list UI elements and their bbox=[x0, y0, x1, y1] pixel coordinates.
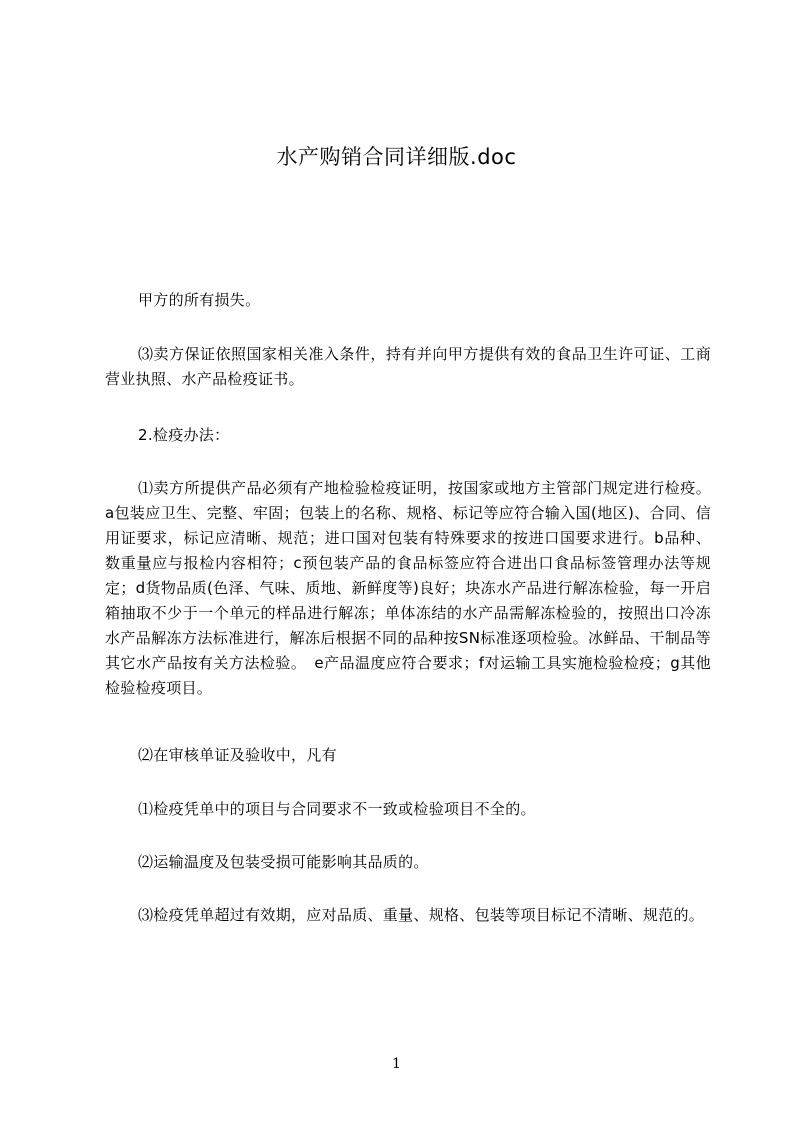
list-item-expired-certificate: ⑶检疫凭单超过有效期，应对品质、重量、规格、包装等项目标记不清晰、规范的。 bbox=[138, 906, 705, 924]
list-item-inconsistent-items: ⑴检疫凭单中的项目与合同要求不一致或检验项目不全的。 bbox=[138, 800, 536, 818]
list-item-transport-damage: ⑵运输温度及包装受损可能影响其品质的。 bbox=[138, 853, 429, 871]
section-heading-quarantine-method: 2.检疫办法： bbox=[138, 426, 230, 444]
paragraph-quarantine-requirements: ⑴卖方所提供产品必须有产地检验检疫证明，按国家或地方主管部门规定进行检疫。a包装应卫生、完整、牢固；包装上的名称、规格、标记等应符合输入国(地区)、合同、信用证要求，标记应清晰、规范；进口国对包装有特殊要求的按进口国要求进行。b品种、数重量应与报检内容相符；c预包装产品的食品标签应符合进出口食品标签管理办法等规定；d货物品质(色泽、气味、质地、新鲜度等)良好；块冻水产品进行解冻检验，每一开启箱抽取不少于一个单元的样品进行解冻；单体冻结的水产品需解冻检验的，按照出口冷冻水产品解冻方法标准进行，解冻后根据不同的品种按SN标准逐项检验。冰鲜品、干制品等其它水产品按有关方法检验。 e产品温度应符合要求；f对运输工具实施检验检疫；g其他检验检疫项目。 bbox=[105, 479, 711, 697]
paragraph-loss-statement: 甲方的所有损失。 bbox=[138, 291, 261, 309]
paragraph-seller-guarantee: ⑶卖方保证依照国家相关准入条件，持有并向甲方提供有效的食品卫生许可证、工商营业执照、水产品检疫证书。 bbox=[105, 345, 711, 388]
paragraph-document-review: ⑵在审核单证及验收中，凡有 bbox=[138, 746, 337, 764]
page-number: 1 bbox=[392, 1056, 401, 1072]
document-title: 水产购销合同详细版.doc bbox=[276, 145, 517, 169]
